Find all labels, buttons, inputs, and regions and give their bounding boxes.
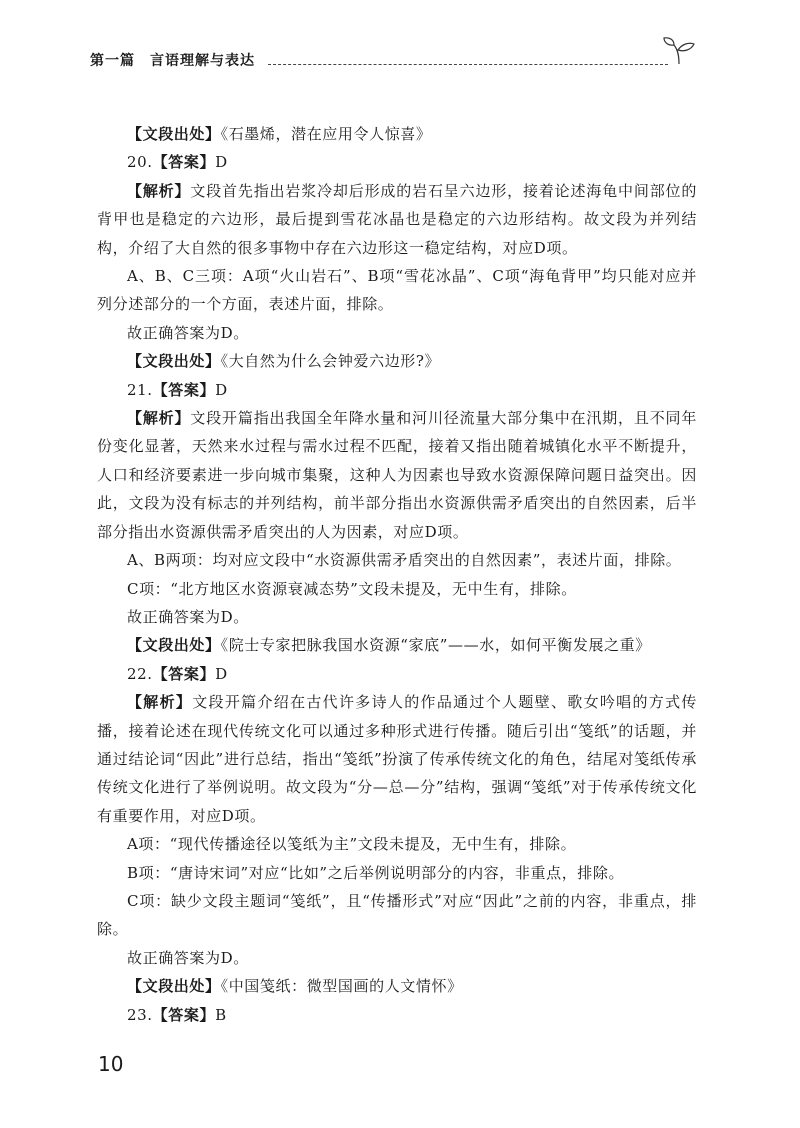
answer-explanations — [97, 120, 697, 1029]
source-line-20: 【文段出处】《大自然为什么会钟爱六边形?》 — [127, 352, 441, 371]
page-number: 10 — [98, 1052, 124, 1076]
chapter-title: 言语理解与表达 — [150, 53, 255, 69]
source-line-21: 【文段出处】《院士专家把脉我国水资源“家底”——水，如何平衡发展之重》 — [127, 636, 651, 655]
option-note-20-1: A、B、C三项：A项“火山岩石”、B项“雪花冰晶”、C项“海龟背甲”均只能对应并列分述部分的一个方面，表述片面，排除。 — [97, 267, 697, 314]
source-line-prev: 【文段出处】《石墨烯，潜在应用令人惊喜》 — [127, 125, 432, 143]
answer-line-21: 21.【答案】D — [127, 380, 228, 399]
answer-line-22: 22.【答案】D — [127, 664, 228, 683]
option-note-22-3: C项：缺少文段主题词“笺纸”，且“传播形式”对应“因此”之前的内容，非重点，排除。 — [97, 891, 697, 939]
running-header — [90, 44, 690, 74]
answer-line-20: 20.【答案】D — [127, 153, 228, 172]
part-label: 第一篇 — [90, 53, 135, 69]
header-rule — [268, 64, 668, 65]
conclusion-22: 故正确答案为D。 — [127, 948, 249, 967]
option-note-22-1: A项：“现代传播途径以笺纸为主”文段未提及，无中生有，排除。 — [127, 835, 577, 854]
option-note-21-2: C项：“北方地区水资源衰减态势”文段未提及，无中生有，排除。 — [127, 579, 577, 598]
analysis-21: 【解析】文段开篇指出我国全年降水量和河川径流量大部分集中在汛期，且不同年份变化显著，天然来水过程与需水过程不匹配，接着又指出随着城镇化水平不断提升，人口和经济要素进一步向城市集聚，这种人为因素也导致水资源保障问题日益突出。因此，文段为没有标志的并列结构，前半部分指出水资源供需矛盾突出的自然因素，后半部分指出水资源供需矛盾突出的人为因素，对应D项。 — [97, 409, 697, 541]
analysis-22: 【解析】文段开篇介绍在古代许多诗人的作品通过个人题壁、歌女吟唱的方式传播，接着论述在现代传统文化可以通过多种形式进行传播。随后引出“笺纸”的话题，并通过结论词“因此”进行总结，指出“笺纸”扮演了传承传统文化的角色，结尾对笺纸传承传统文化进行了举例说明。故文段为“分—总—分”结构，强调“笺纸”对于传承传统文化有重要作用，对应D项。 — [97, 693, 698, 825]
analysis-20: 【解析】文段首先指出岩浆冷却后形成的岩石呈六边形，接着论述海龟中间部位的背甲也是稳定的六边形，最后提到雪花冰晶也是稳定的六边形结构。故文段为并列结构，介绍了大自然的很多事物中存在六边形这一稳定结构，对应D项。 — [97, 181, 697, 257]
answer-line-23: 23.【答案】B — [127, 1005, 227, 1024]
sprout-icon — [662, 36, 696, 66]
option-note-22-2: B项：“唐诗宋词”对应“比如”之后举例说明部分的内容，非重点，排除。 — [127, 863, 625, 882]
conclusion-20: 故正确答案为D。 — [127, 323, 249, 342]
option-note-21-1: A、B两项：均对应文段中“水资源供需矛盾突出的自然因素”，表述片面，排除。 — [127, 551, 682, 570]
source-line-22: 【文段出处】《中国笺纸：微型国画的人文情怀》 — [127, 977, 463, 996]
conclusion-21: 故正确答案为D。 — [127, 607, 249, 626]
